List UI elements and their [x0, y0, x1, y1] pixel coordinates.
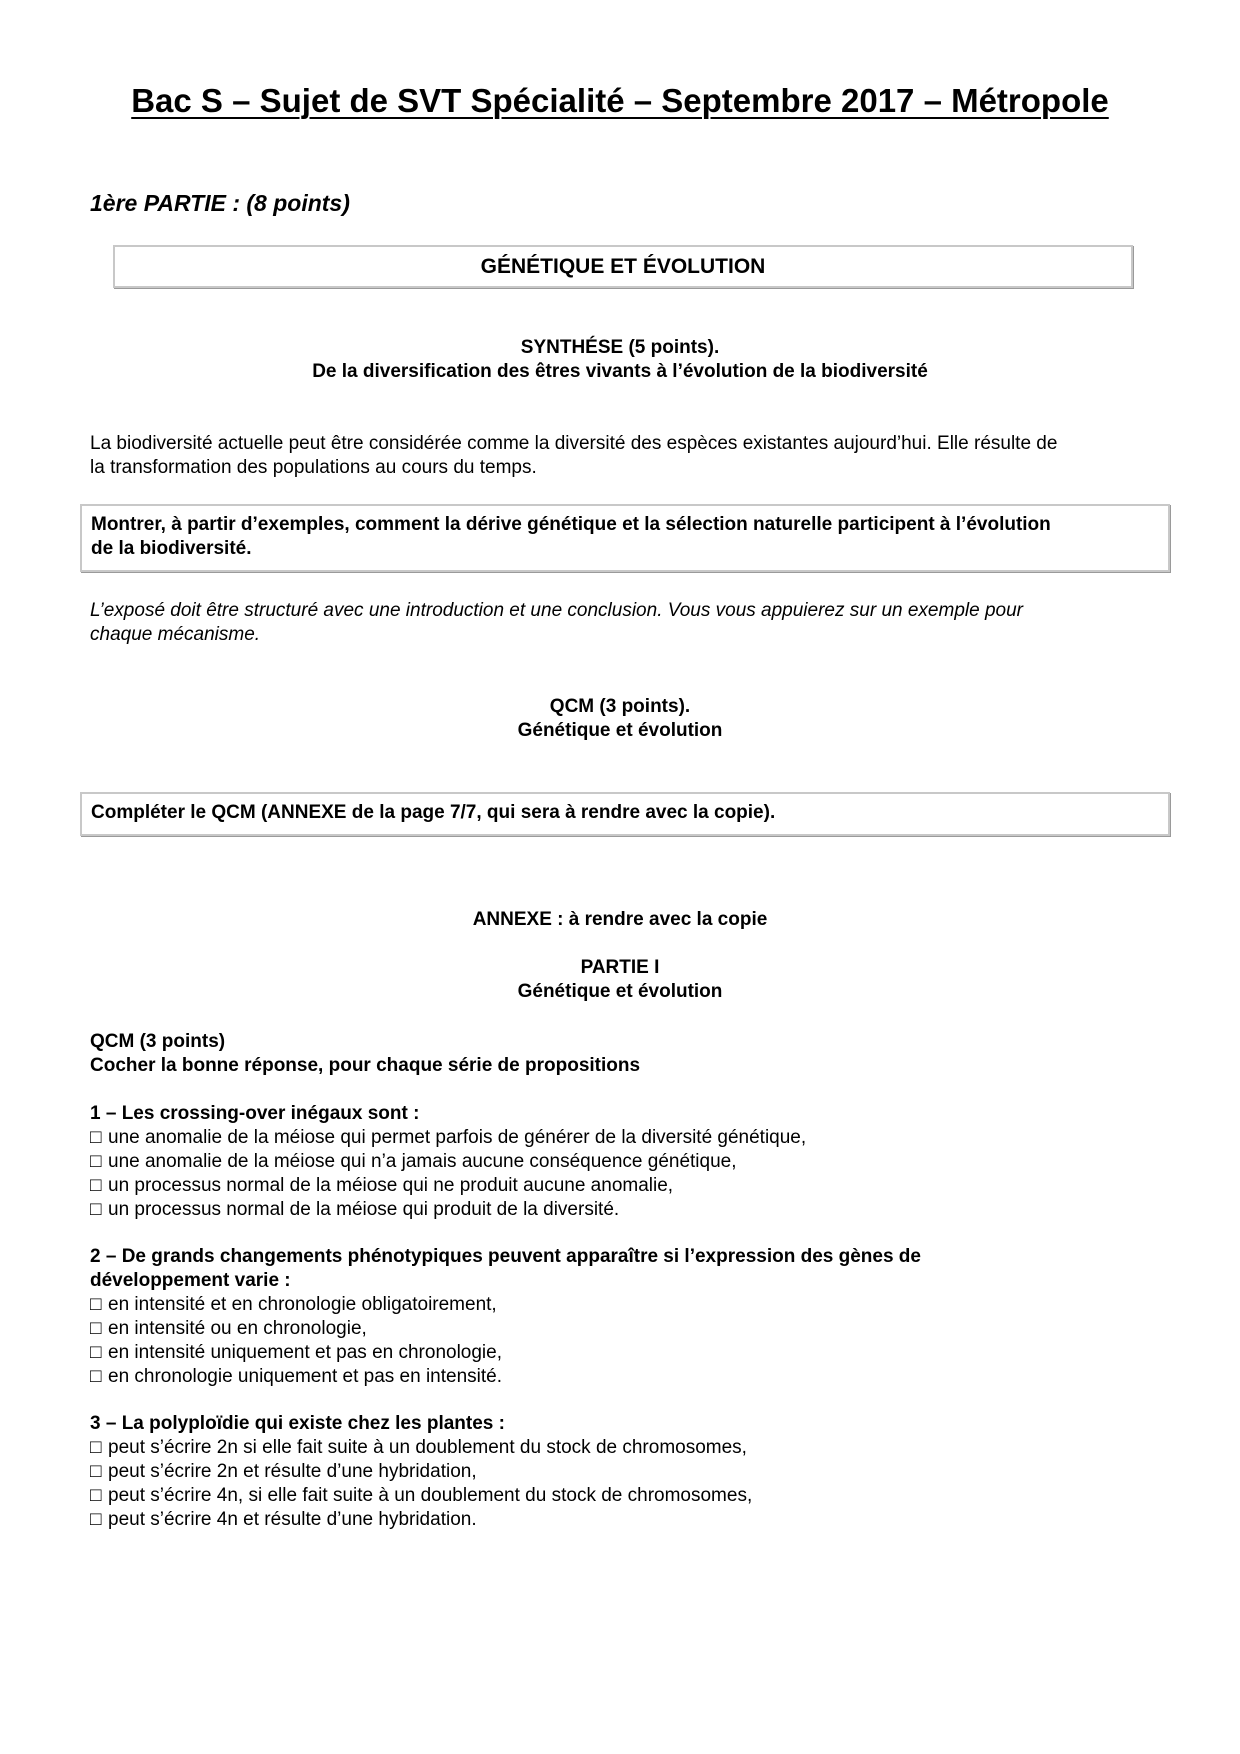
- annexe-part-block: [0, 956, 1240, 1004]
- checkbox-icon[interactable]: □: [90, 1318, 102, 1339]
- synthese-intro: [90, 432, 1170, 480]
- intro-line: La biodiversité actuelle peut être considérée comme la diversité des espèces existantes aujourd’hui. Elle résulte de: [90, 433, 1058, 454]
- checkbox-icon[interactable]: □: [90, 1509, 102, 1530]
- answer-option[interactable]: [90, 1341, 1170, 1365]
- intro-line: la transformation des populations au cours du temps.: [90, 457, 537, 478]
- option-label: en intensité ou en chronologie,: [108, 1318, 367, 1339]
- checkbox-icon[interactable]: □: [90, 1461, 102, 1482]
- option-label: peut s’écrire 2n si elle fait suite à un doublement du stock de chromosomes,: [108, 1437, 747, 1458]
- annexe-heading: ANNEXE : à rendre avec la copie: [472, 909, 768, 930]
- part-heading: 1ère PARTIE : (8 points): [90, 190, 350, 216]
- option-label: peut s’écrire 2n et résulte d’une hybridation,: [108, 1461, 477, 1482]
- annexe-part-subtitle: Génétique et évolution: [517, 981, 723, 1002]
- annexe-part-label: PARTIE I: [580, 957, 660, 978]
- checkbox-icon[interactable]: □: [90, 1127, 102, 1148]
- question-stem: développement varie :: [90, 1270, 291, 1291]
- checkbox-icon[interactable]: □: [90, 1485, 102, 1506]
- annexe-qcm-instruction: Cocher la bonne réponse, pour chaque série de propositions: [90, 1055, 641, 1076]
- checkbox-icon[interactable]: □: [90, 1437, 102, 1458]
- checkbox-icon[interactable]: □: [90, 1199, 102, 1220]
- option-label: en intensité et en chronologie obligatoirement,: [108, 1294, 497, 1315]
- question-2: [90, 1245, 1170, 1389]
- answer-option[interactable]: [90, 1460, 1170, 1484]
- answer-option[interactable]: [90, 1198, 1170, 1222]
- answer-option[interactable]: [90, 1150, 1170, 1174]
- question-stem: 2 – De grands changements phénotypiques peuvent apparaître si l’expression des gènes de: [90, 1246, 921, 1267]
- checkbox-icon[interactable]: □: [90, 1175, 102, 1196]
- option-label: une anomalie de la méiose qui n’a jamais aucune conséquence génétique,: [108, 1151, 737, 1172]
- qcm-subheading: Génétique et évolution: [517, 720, 723, 741]
- checkbox-icon[interactable]: □: [90, 1151, 102, 1172]
- option-label: en intensité uniquement et pas en chronologie,: [108, 1342, 502, 1363]
- question-3: [90, 1412, 1170, 1532]
- annexe-qcm-intro: [90, 1030, 1170, 1078]
- option-label: peut s’écrire 4n et résulte d’une hybridation.: [108, 1509, 477, 1530]
- answer-option[interactable]: [90, 1317, 1170, 1341]
- synthese-task-box: [80, 504, 1170, 572]
- checkbox-icon[interactable]: □: [90, 1366, 102, 1387]
- page-title: Bac S – Sujet de SVT Spécialité – Septembre 2017 – Métropole: [131, 82, 1109, 119]
- option-label: en chronologie uniquement et pas en intensité.: [108, 1366, 502, 1387]
- qcm-heading-block: [0, 695, 1240, 743]
- synthese-subheading: De la diversification des êtres vivants à l’évolution de la biodiversité: [312, 361, 928, 382]
- qcm-task-box: [80, 792, 1170, 836]
- qcm-task: Compléter le QCM (ANNEXE de la page 7/7, qui sera à rendre avec la copie).: [91, 802, 776, 823]
- answer-option[interactable]: [90, 1365, 1170, 1389]
- synthese-heading: SYNTHÉSE (5 points).: [520, 337, 720, 358]
- answer-option[interactable]: [90, 1508, 1170, 1532]
- instruction-line: L’exposé doit être structuré avec une introduction et une conclusion. Vous vous appuierez sur un exemple pour: [90, 600, 1023, 621]
- option-label: un processus normal de la méiose qui ne produit aucune anomalie,: [108, 1175, 674, 1196]
- checkbox-icon[interactable]: □: [90, 1342, 102, 1363]
- answer-option[interactable]: [90, 1174, 1170, 1198]
- question-stem: 3 – La polyploïdie qui existe chez les plantes :: [90, 1413, 505, 1434]
- option-label: peut s’écrire 4n, si elle fait suite à un doublement du stock de chromosomes,: [108, 1485, 753, 1506]
- answer-option[interactable]: [90, 1293, 1170, 1317]
- answer-option[interactable]: [90, 1126, 1170, 1150]
- option-label: un processus normal de la méiose qui produit de la diversité.: [108, 1199, 620, 1220]
- annexe-qcm-label: QCM (3 points): [90, 1031, 226, 1052]
- question-stem: 1 – Les crossing-over inégaux sont :: [90, 1103, 420, 1124]
- option-label: une anomalie de la méiose qui permet parfois de générer de la diversité génétique,: [108, 1127, 807, 1148]
- synthese-instructions: [90, 599, 1170, 647]
- theme-box: [113, 245, 1133, 288]
- task-line: de la biodiversité.: [91, 538, 252, 559]
- theme-title: GÉNÉTIQUE ET ÉVOLUTION: [480, 254, 766, 278]
- checkbox-icon[interactable]: □: [90, 1294, 102, 1315]
- qcm-heading: QCM (3 points).: [549, 696, 691, 717]
- task-line: Montrer, à partir d’exemples, comment la dérive génétique et la sélection naturelle participent à l’évolution: [91, 514, 1051, 535]
- question-1: [90, 1102, 1170, 1222]
- instruction-line: chaque mécanisme.: [90, 624, 261, 645]
- answer-option[interactable]: [90, 1436, 1170, 1460]
- synthese-heading-block: [0, 336, 1240, 384]
- answer-option[interactable]: [90, 1484, 1170, 1508]
